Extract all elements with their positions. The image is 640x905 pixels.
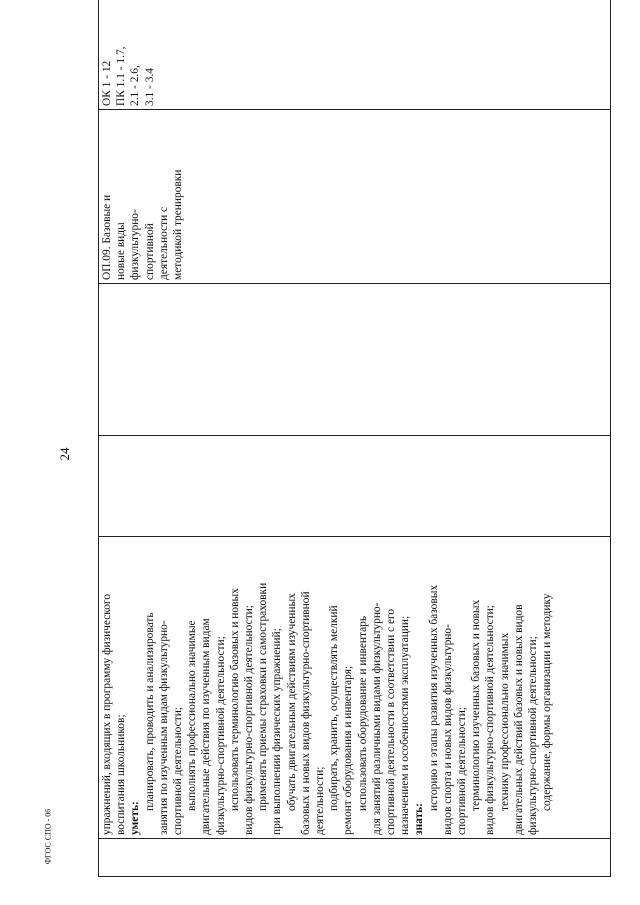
text-line: деятельности;	[314, 766, 327, 835]
text-line: базовых и новых видов физкультурно-спортивной	[299, 591, 312, 835]
text-line: видов спорта и новых видов физкультурно-	[441, 624, 454, 835]
text-line: ремонт оборудования и инвентаря;	[342, 665, 355, 835]
text-line: упражнений, входящих в программу физического	[101, 593, 113, 835]
text-line: ОП.09. Базовые и	[101, 194, 113, 280]
index-cell	[99, 839, 611, 877]
text-line: для занятий различными видами физкультурно-	[370, 602, 383, 835]
text-line: терминологию изученных базовых и новых	[470, 599, 483, 811]
page-number: 24	[57, 447, 72, 461]
content-cell	[99, 537, 611, 839]
text-line: деятельности с	[157, 206, 170, 280]
text-line: планировать, проводить и анализировать	[143, 612, 156, 811]
text-line: физкультурно-спортивной деятельности;	[527, 636, 540, 835]
text-line: физкультурно-спортивной деятельности;	[214, 636, 227, 835]
text-line: содержание, формы организации и методику	[541, 593, 554, 811]
text-line: видов физкультурно-спортивной деятельности;	[243, 605, 256, 835]
text-line: видов физкультурно-спортивной деятельности;	[484, 605, 497, 835]
text-line: технику профессионально значимых	[498, 632, 511, 811]
text-line: спортивной деятельности;	[456, 707, 469, 835]
rotated-table-wrapper	[98, 39, 611, 877]
text-line: занятия по изученным видам физкультурно-	[157, 620, 170, 835]
content-lines	[100, 540, 555, 835]
text-line: уметь:	[129, 801, 142, 835]
text-line: двигательных действий базовых и новых видов	[512, 604, 525, 835]
text-line: историю и этапы развития изученных базовых	[427, 584, 440, 811]
text-line: методикой тренировки	[172, 169, 185, 280]
competency-cell	[99, 0, 611, 110]
text-line: применять приемы страховки и самостраховки	[257, 582, 270, 811]
hours-cell	[99, 436, 611, 537]
text-line: выполнять профессионально значимые	[186, 620, 199, 811]
text-line: спортивной	[143, 223, 156, 280]
text-line: ОК 1 - 12	[101, 60, 113, 106]
text-line: при выполнении физических упражнений;	[271, 628, 284, 835]
table-row	[99, 0, 611, 877]
text-line: спортивной деятельности;	[172, 707, 185, 835]
text-line: воспитания школьников;	[115, 714, 128, 835]
text-line: физкультурно-	[129, 209, 142, 280]
discipline-lines	[100, 113, 185, 280]
discipline-cell	[99, 110, 611, 284]
text-line: назначением и особенностями эксплуатации;	[399, 615, 412, 835]
text-line: 3.1 - 3.4	[143, 68, 156, 106]
text-line: использовать оборудование и инвентарь	[356, 615, 369, 811]
hours-mandatory-cell	[99, 284, 611, 436]
competency-lines	[100, 0, 157, 106]
document-footer: ФГОС СПО - 06	[43, 808, 53, 865]
text-line: обучать двигательным действиям изученных	[285, 593, 298, 811]
text-line: использовать терминологию базовых и новых	[228, 588, 241, 811]
text-line: 2.1 - 2.6,	[129, 65, 142, 106]
text-line: подбирать, хранить, осуществлять мелкий	[328, 605, 341, 811]
text-line: новые виды	[115, 222, 128, 280]
text-line: спортивной деятельности в соответствии с его	[385, 608, 398, 835]
text-line: знать:	[413, 803, 426, 835]
text-line: ПК 1.1 - 1.7,	[115, 46, 128, 106]
curriculum-table	[98, 0, 611, 877]
text-line: двигательные действия по изученным видам	[200, 618, 213, 835]
